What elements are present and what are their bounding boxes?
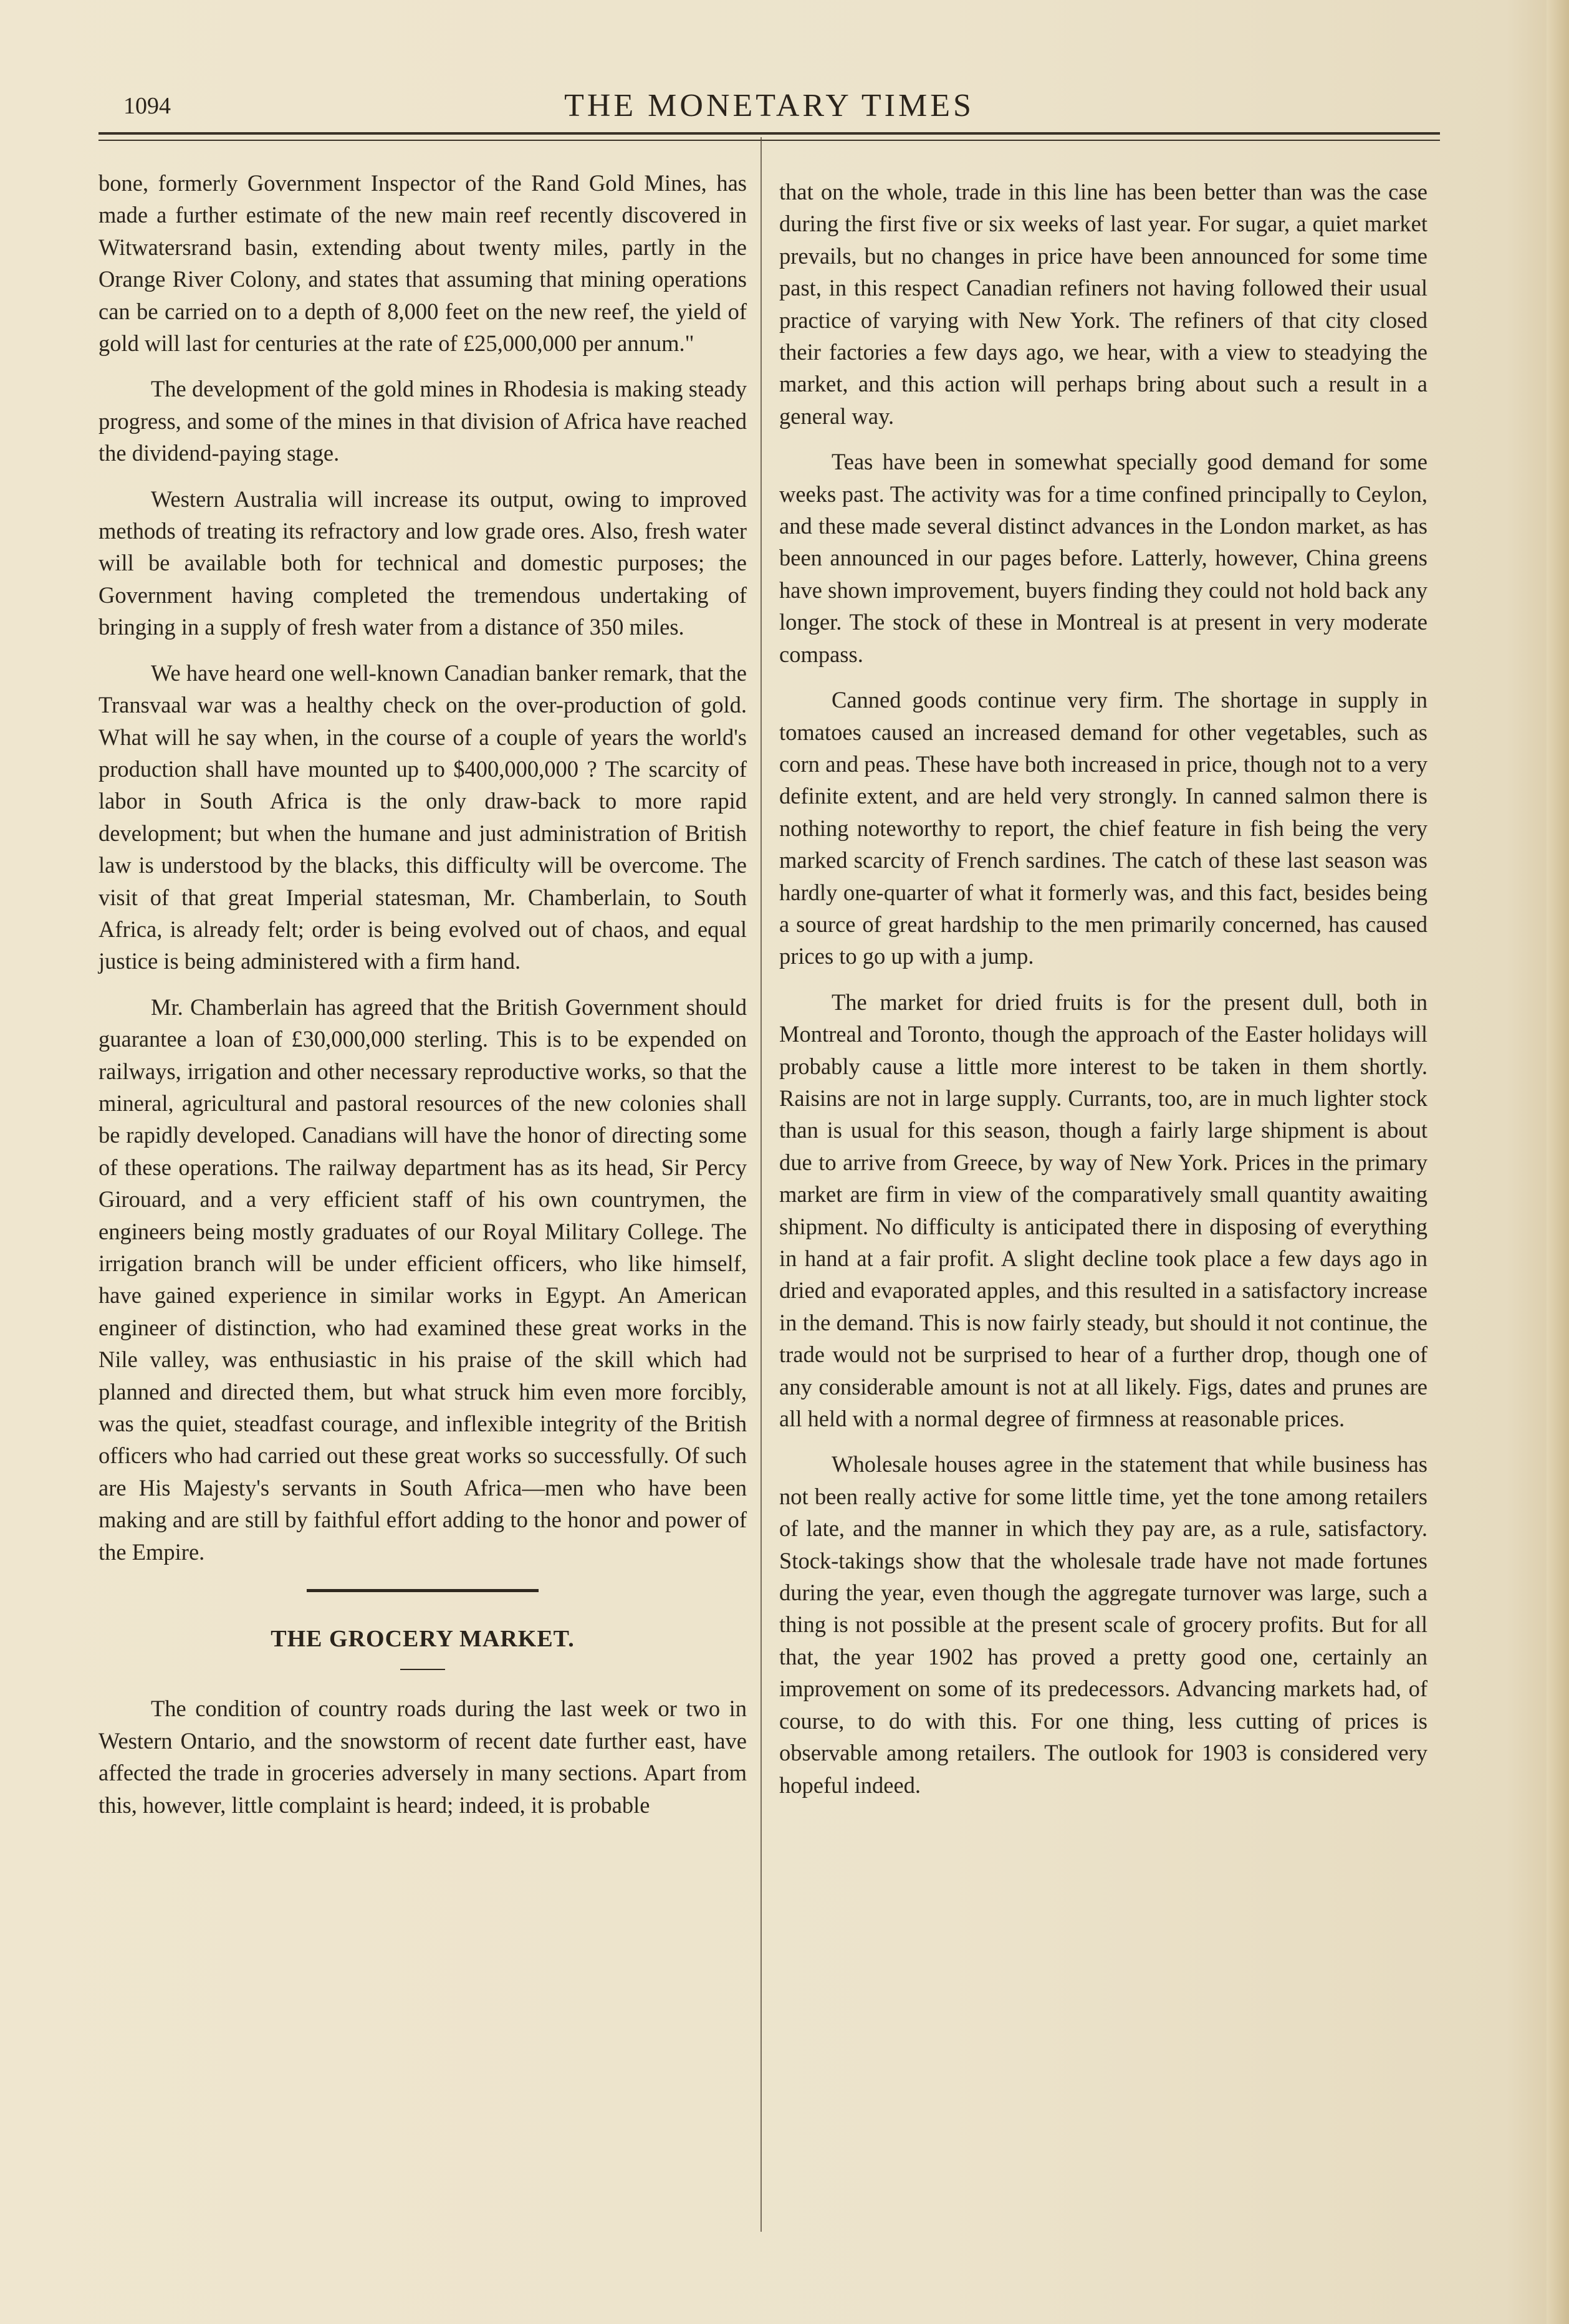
header-rule-thin	[98, 140, 1440, 141]
left-paragraph-5: Mr. Chamberlain has agreed that the British Government should guarantee a loan of £30,000,000 sterling. This is to be expended on railways, irrigation and other necessary reproductive works, so that the mineral, agricultural and pastoral resources of the new colonies shall be rapidly developed. Canadians will have the honor of directing some of these operations. The railway department has as its head, Sir Percy Girouard, and a very efficient staff of his own countrymen, the engineers being mostly graduates of our Royal Military College. The irrigation branch will be under efficient officers, who like himself, have gained experience in similar works in Egypt. An American engineer of distinction, who had examined these great works in the Nile valley, was enthusiastic in his praise of the skill which had planned and directed them, but what struck him even more forcibly, was the quiet, steadfast courage, and inflexible integrity of the British officers who had carried out these great works so successfully. Of such are His Majesty's servants in South Africa—men who have been making and are still by faithful effort adding to the honor and power of the Empire.	[98, 994, 747, 1565]
left-paragraph-2: The development of the gold mines in Rhodesia is making steady progress, and some of the mines in that division of Africa have reached the dividend-paying stage.	[98, 376, 747, 466]
journal-title: THE MONETARY TIMES	[564, 88, 974, 123]
header-rule-thick	[98, 132, 1440, 135]
page-number: 1094	[123, 93, 171, 119]
right-column	[779, 176, 1427, 1801]
left-column	[98, 167, 747, 1821]
right-paragraph-3: Canned goods continue very firm. The shortage in supply in tomatoes caused an increased demand for other vegetables, such as corn and peas. These have both increased in price, though not to a very definite extent, and are held very strongly. In canned salmon there is nothing noteworthy to report, the chief feature in fish being the very marked scarcity of French sardines. The catch of these last season was hardly one-quarter of what it formerly was, and this fact, besides being a source of great hardship to the men primarily concerned, has caused prices to go up with a jump.	[779, 687, 1427, 969]
left-paragraph-1: bone, formerly Government Inspector of the Rand Gold Mines, has made a further estimate of the new main reef recently discovered in Witwatersrand basin, extending about twenty miles, partly in the Orange River Colony, and states that assuming that mining operations can be carried on to a depth of 8,000 feet on the new reef, the yield of gold will last for centuries at the rate of £25,000,000 per annum."	[98, 170, 747, 357]
right-paragraph-4: The market for dried fruits is for the present dull, both in Montreal and Toronto, though the approach of the Easter holidays will probably cause a little more interest to be taken in them shortly. Raisins are not in large supply. Currants, too, are in much lighter stock than is usual for this season, though a fairly large shipment is about due to arrive from Greece, by way of New York. Prices in the primary market are firm in view of the comparatively small quantity awaiting shipment. No difficulty is anticipated there in disposing of everything in hand at a fair profit. A slight decline took place a few days ago in dried and evaporated apples, and this resulted in a satisfactory increase in the demand. This is now fairly steady, but should it not continue, the trade would not be surprised to hear of a further drop, though one of any considerable amount is not at all likely. Figs, dates and prunes are all held with a normal degree of firmness at reasonable prices.	[779, 989, 1427, 1432]
page-header	[98, 87, 1440, 131]
right-paragraph-5: Wholesale houses agree in the statement that while business has not been really active for some little time, yet the tone among retailers of late, and the manner in which they pay are, as a rule, satisfactory. Stock-takings show that the wholesale trade have not made fortunes during the year, even though the aggregate turnover was large, such a thing is not possible at the present scale of grocery profits. But for all that, the year 1902 has proved a pretty good one, certainly an improvement on some of its predecessors. Advancing markets had, of course, to do with this. For one thing, less cutting of prices is observable among retailers. The outlook for 1903 is considered very hopeful indeed.	[779, 1451, 1427, 1798]
section-heading: THE GROCERY MARKET.	[271, 1626, 575, 1653]
right-paragraph-1: that on the whole, trade in this line has been better than was the case during the first five or six weeks of last year. For sugar, a quiet market prevails, but no changes in price have been announced for some time past, in this respect Canadian refiners not having followed their usual practice of varying with New York. The refiners of that city closed their factories a few days ago, we hear, with a view to steadying the market, and this action will perhaps bring about such a result in a general way.	[779, 179, 1427, 429]
left-paragraph-3: Western Australia will increase its output, owing to improved methods of treating its refractory and low grade ores. Also, fresh water will be available both for technical and domestic purposes; the Government having completed the tremendous undertaking of bringing in a supply of fresh water from a distance of 350 miles.	[98, 486, 747, 640]
left-paragraph-4: We have heard one well-known Canadian banker remark, that the Transvaal war was a healthy check on the over-production of gold. What will he say when, in the course of a couple of years the world's production shall have mounted up to $400,000,000 ? The scarcity of labor in South Africa is the only draw-back to more rapid development; but when the humane and just administration of British law is understood by the blacks, this difficulty will be overcome. The visit of that great Imperial statesman, Mr. Chamberlain, to South Africa, is already felt; order is being evolved out of chaos, and equal justice is being administered with a firm hand.	[98, 660, 747, 974]
right-paragraph-2: Teas have been in somewhat specially good demand for some weeks past. The activity was for a time confined principally to Ceylon, and these made several distinct advances in the London market, as has been announced in our pages before. Latterly, however, China greens have shown improvement, buyers finding they could not hold back any longer. The stock of these in Montreal is at present in very moderate compass.	[779, 449, 1427, 667]
column-divider	[761, 137, 762, 2232]
section-divider-rule	[307, 1589, 539, 1592]
grocery-paragraph-1: The condition of country roads during the last week or two in Western Ontario, and the snowstorm of recent date further east, have affected the trade in groceries adversely in many sections. Apart from this, however, little complaint is heard; indeed, it is probable	[98, 1696, 747, 1818]
section-heading-rule	[400, 1669, 445, 1670]
page-edge	[1547, 0, 1569, 2324]
